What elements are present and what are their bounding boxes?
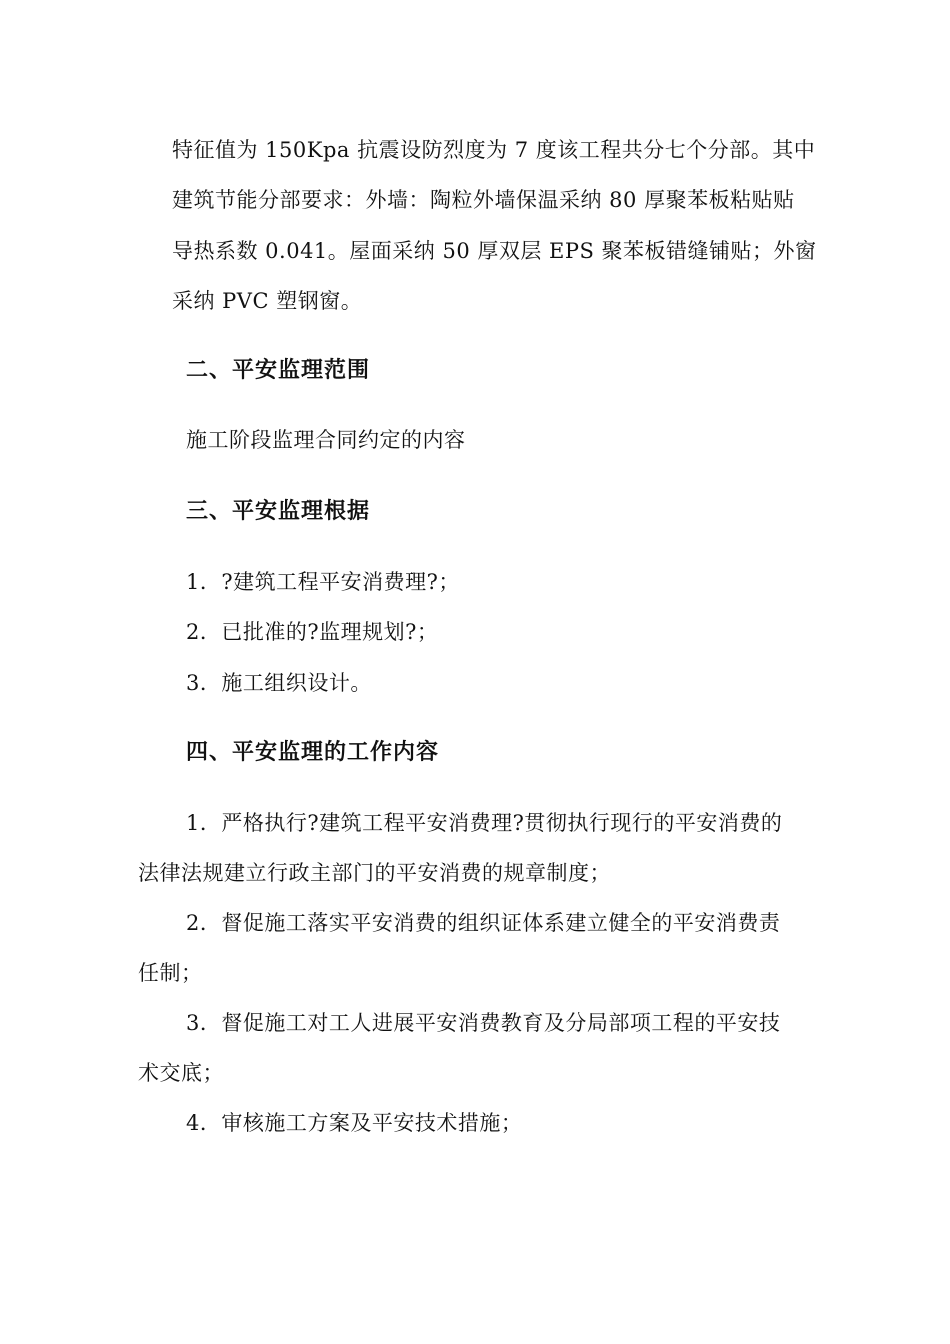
section-3-heading: 三、平安监理根据 bbox=[186, 499, 371, 524]
section-3-item-1: 1．?建筑工程平安消费理?； bbox=[186, 570, 460, 594]
section-2-body: 施工阶段监理合同约定的内容 bbox=[186, 428, 466, 452]
section-4-item-3-line-2: 术交底； bbox=[138, 1061, 224, 1085]
section-3-item-3: 3．施工组织设计。 bbox=[186, 671, 372, 695]
section-4-item-1-line-2: 法律法规建立行政主部门的平安消费的规章制度； bbox=[138, 861, 611, 885]
section-4-item-4-line-1: 4．审核施工方案及平安技术措施； bbox=[186, 1111, 523, 1135]
section-4-item-1-line-1: 1．严格执行?建筑工程平安消费理?贯彻执行现行的平安消费的 bbox=[186, 811, 783, 835]
section-4-item-2-line-1: 2．督促施工落实平安消费的组织证体系建立健全的平安消费责 bbox=[186, 911, 781, 935]
intro-line-4: 采纳 PVC 塑钢窗。 bbox=[172, 289, 363, 313]
section-3-item-2: 2．已批准的?监理规划?； bbox=[186, 620, 439, 644]
section-2-heading: 二、平安监理范围 bbox=[186, 358, 371, 383]
intro-line-2: 建筑节能分部要求：外墙：陶粒外墙保温采纳 80 厚聚苯板粘贴贴 bbox=[172, 188, 795, 212]
intro-line-3: 导热系数 0.041。屋面采纳 50 厚双层 EPS 聚苯板错缝铺贴；外窗 bbox=[172, 239, 817, 263]
section-4-item-3-line-1: 3．督促施工对工人进展平安消费教育及分局部项工程的平安技 bbox=[186, 1011, 781, 1035]
section-4-heading: 四、平安监理的工作内容 bbox=[186, 740, 440, 765]
section-4-item-2-line-2: 任制； bbox=[138, 961, 203, 985]
intro-line-1: 特征值为 150Kpa 抗震设防烈度为 7 度该工程共分七个分部。其中 bbox=[172, 138, 816, 162]
